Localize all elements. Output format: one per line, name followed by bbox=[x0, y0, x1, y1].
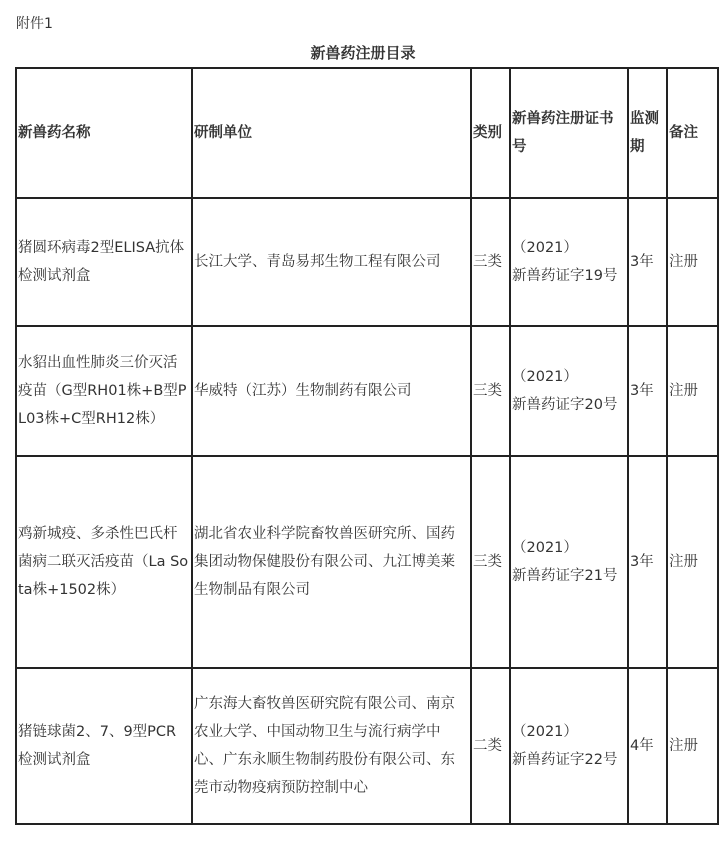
table-row bbox=[16, 456, 718, 668]
header-cert-no: 新兽药注册证书号 bbox=[510, 68, 628, 198]
table-row bbox=[16, 668, 718, 824]
header-monitor: 监测期 bbox=[628, 68, 667, 198]
cell-unit: 长江大学、青岛易邦生物工程有限公司 bbox=[192, 198, 471, 326]
cell-unit: 华威特（江苏）生物制药有限公司 bbox=[192, 326, 471, 456]
cert-number: 新兽药证字20号 bbox=[512, 397, 618, 413]
cell-cert bbox=[510, 198, 628, 326]
cell-cert bbox=[510, 668, 628, 824]
cell-name: 水貂出血性肺炎三价灭活疫苗（G型RH01株+B型PL03株+C型RH12株） bbox=[16, 326, 192, 456]
cell-remark: 注册 bbox=[667, 456, 718, 668]
attachment-label: 附件1 bbox=[16, 16, 53, 32]
cert-year: （2021） bbox=[512, 724, 578, 740]
cell-category: 三类 bbox=[471, 198, 510, 326]
cell-remark: 注册 bbox=[667, 326, 718, 456]
cell-remark: 注册 bbox=[667, 198, 718, 326]
table-header-row bbox=[16, 68, 718, 198]
header-remark: 备注 bbox=[667, 68, 718, 198]
cell-category: 三类 bbox=[471, 456, 510, 668]
cell-monitor: 3年 bbox=[628, 326, 667, 456]
header-unit: 研制单位 bbox=[192, 68, 471, 198]
cert-year: （2021） bbox=[512, 540, 578, 556]
cell-name: 猪链球菌2、7、9型PCR检测试剂盒 bbox=[16, 668, 192, 824]
table-row bbox=[16, 326, 718, 456]
cell-monitor: 3年 bbox=[628, 198, 667, 326]
header-name: 新兽药名称 bbox=[16, 68, 192, 198]
cell-name: 猪圆环病毒2型ELISA抗体检测试剂盒 bbox=[16, 198, 192, 326]
cert-number: 新兽药证字19号 bbox=[512, 268, 618, 284]
cell-cert bbox=[510, 456, 628, 668]
cert-number: 新兽药证字21号 bbox=[512, 568, 618, 584]
cert-year: （2021） bbox=[512, 369, 578, 385]
cert-year: （2021） bbox=[512, 240, 578, 256]
cell-unit: 广东海大畜牧兽医研究院有限公司、南京农业大学、中国动物卫生与流行病学中心、广东永顺生物制药股份有限公司、东莞市动物疫病预防控制中心 bbox=[192, 668, 471, 824]
cell-monitor: 4年 bbox=[628, 668, 667, 824]
cell-unit: 湖北省农业科学院畜牧兽医研究所、国药集团动物保健股份有限公司、九江博美莱生物制品有限公司 bbox=[192, 456, 471, 668]
document-title: 新兽药注册目录 bbox=[310, 44, 416, 62]
cert-number: 新兽药证字22号 bbox=[512, 752, 618, 768]
cell-monitor: 3年 bbox=[628, 456, 667, 668]
registration-table bbox=[15, 67, 719, 825]
cell-category: 三类 bbox=[471, 326, 510, 456]
cell-name: 鸡新城疫、多杀性巴氏杆菌病二联灭活疫苗（La Sota株+1502株） bbox=[16, 456, 192, 668]
cell-remark: 注册 bbox=[667, 668, 718, 824]
table-row bbox=[16, 198, 718, 326]
cell-cert bbox=[510, 326, 628, 456]
cell-category: 二类 bbox=[471, 668, 510, 824]
header-category: 类别 bbox=[471, 68, 510, 198]
